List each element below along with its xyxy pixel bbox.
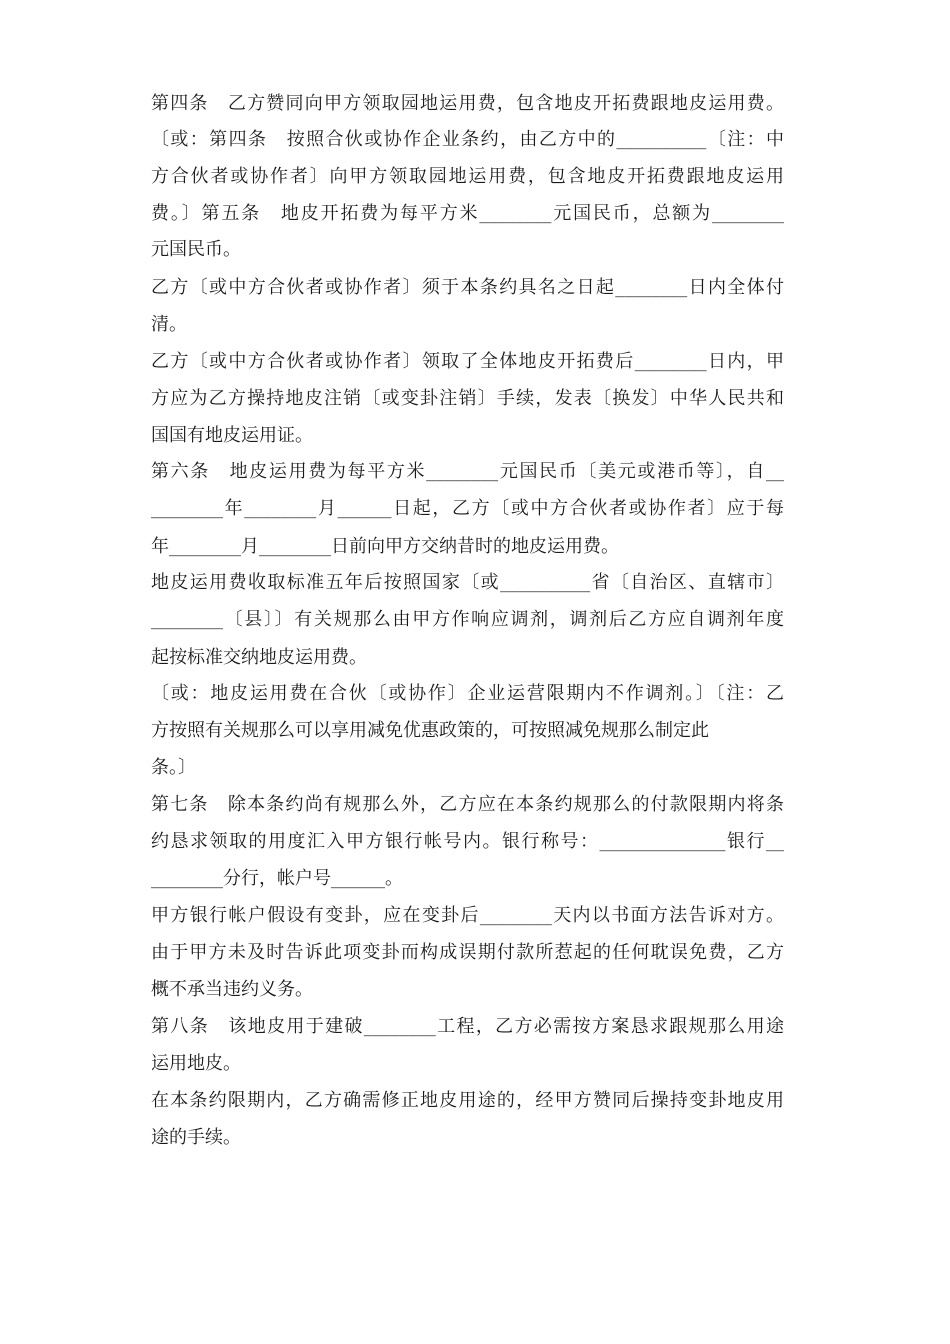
text-line: 清。 [151,314,187,335]
text-line: 〔或：地皮运用费在合伙〔或协作〕企业运营限期内不作调剂。〕〔注：乙 [151,683,784,704]
text-line: 约恳求领取的用度汇入甲方银行帐号内。银行称号：______________银行__ [151,831,784,852]
text-line: 在本条约限期内，乙方确需修正地皮用途的，经甲方赞同后操持变卦地皮用 [151,1090,784,1111]
text-line: 费。〕第五条 地皮开拓费为每平方米________元国民币，总额为________ [151,203,784,224]
text-line: 途的手续。 [151,1127,241,1148]
text-line: 运用地皮。 [151,1053,241,1074]
text-line: 甲方银行帐户假设有变卦，应在变卦后________天内以书面方法告诉对方。 [151,905,784,926]
text-line: 第四条 乙方赞同向甲方领取园地运用费，包含地皮开拓费跟地皮运用费。 [151,93,784,114]
text-line: 起按标准交纳地皮运用费。 [151,647,367,668]
text-line: 第六条 地皮运用费为每平方米________元国民币〔美元或港币等〕，自__ [151,461,784,482]
text-line: ________分行，帐户号______。 [151,868,403,889]
text-line: 概不承当违约义务。 [151,979,313,1000]
text-line: 由于甲方未及时告诉此项变卦而构成误期付款所惹起的任何耽误免费，乙方 [151,942,784,963]
text-line: 条。〕 [151,757,196,778]
text-line: 第八条 该地皮用于建破________工程，乙方必需按方案恳求跟规那么用途 [151,1016,784,1037]
text-line: ________年________月______日起，乙方〔或中方合伙者或协作者〕应于每 [151,498,784,519]
text-line: 年________月________日前向甲方交纳昔时的地皮运用费。 [151,536,619,557]
text-line: 国国有地皮运用证。 [151,425,313,446]
text-line: 乙方〔或中方合伙者或协作者〕领取了全体地皮开拓费后________日内，甲 [151,351,784,372]
text-line: ________〔县〕〕有关规那么由甲方作响应调剂，调剂后乙方应自调剂年度 [151,609,784,630]
text-line: 方应为乙方操持地皮注销〔或变卦注销〕手续，发表〔换发〕中华人民共和 [151,388,784,409]
text-line: 元国民币。 [151,239,241,260]
text-line: 方合伙者或协作者〕向甲方领取园地运用费，包含地皮开拓费跟地皮运用 [151,166,784,187]
text-line: 地皮运用费收取标准五年后按照国家〔或__________省〔自治区、直辖市〕 [151,572,784,593]
text-line: 〔或：第四条 按照合伙或协作企业条约，由乙方中的__________〔注：中 [151,129,784,150]
text-line: 乙方〔或中方合伙者或协作者〕须于本条约具名之日起________日内全体付 [151,277,784,298]
text-line: 第七条 除本条约尚有规那么外，乙方应在本条约规那么的付款限期内将条 [151,794,784,815]
text-line: 方按照有关规那么可以享用减免优惠政策的，可按照减免规那么制定此 [151,720,709,741]
